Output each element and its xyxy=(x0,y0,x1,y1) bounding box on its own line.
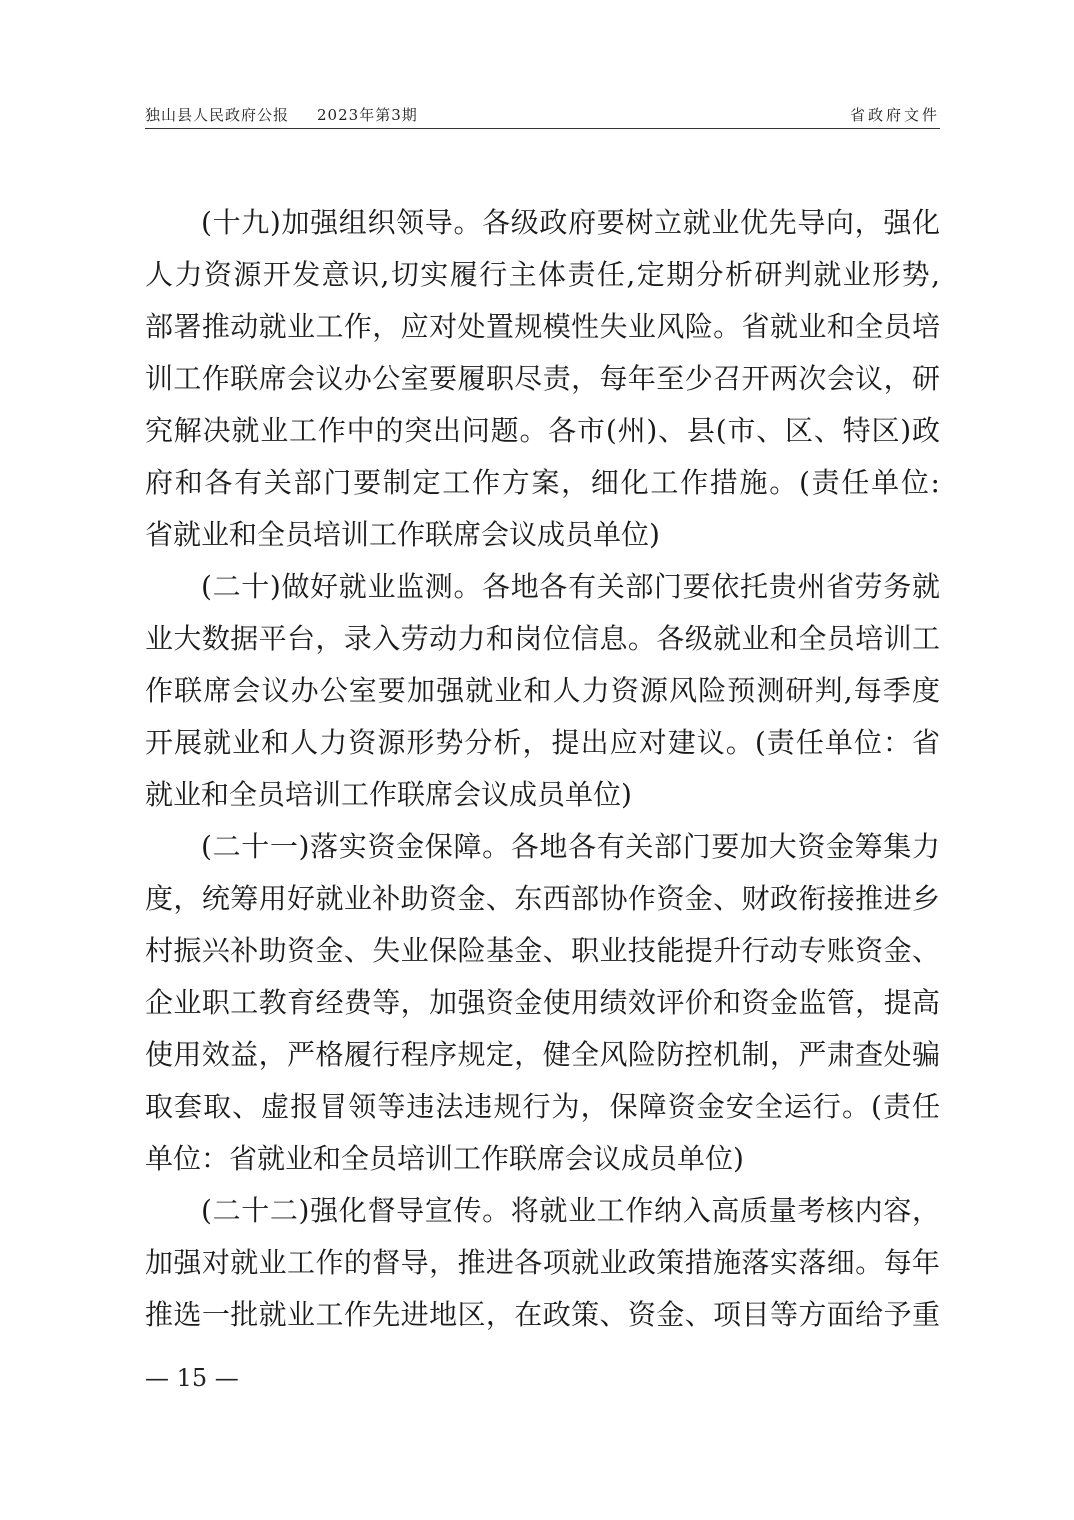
text-line: 就业和全员培训工作联席会议成员单位) xyxy=(145,778,632,811)
header-left xyxy=(145,104,446,125)
text-line: (二十)做好就业监测。各地各有关部门要依托贵州省劳务就 xyxy=(201,570,940,603)
text-line: 取套取、虚报冒领等违法违规行为，保障资金安全运行。(责任 xyxy=(145,1090,940,1123)
text-line: 使用效益，严格履行程序规定，健全风险防控机制，严肃查处骗 xyxy=(145,1038,940,1071)
text-line: 企业职工教育经费等，加强资金使用绩效评价和资金监管，提高 xyxy=(145,986,940,1019)
text-line: 推选一批就业工作先进地区，在政策、资金、项目等方面给予重 xyxy=(145,1298,940,1331)
text-line: 加强对就业工作的督导，推进各项就业政策措施落实落细。每年 xyxy=(145,1246,940,1279)
page-number: — 15 — xyxy=(145,1364,239,1392)
publication-name: 独山县人民政府公报 xyxy=(145,106,290,124)
text-line: 部署推动就业工作，应对处置规模性失业风险。省就业和全员培 xyxy=(145,310,940,343)
section-label: 省政府文件 xyxy=(849,106,940,124)
text-line: 府和各有关部门要制定工作方案，细化工作措施。(责任单位: xyxy=(145,466,940,499)
text-line: 度，统筹用好就业补助资金、东西部协作资金、财政衔接推进乡 xyxy=(145,882,940,915)
text-line: 开展就业和人力资源形势分析，提出应对建议。(责任单位：省 xyxy=(145,726,940,759)
text-line: (二十二)强化督导宣传。将就业工作纳入高质量考核内容， xyxy=(201,1194,940,1227)
text-line: 训工作联席会议办公室要履职尽责，每年至少召开两次会议，研 xyxy=(145,362,940,395)
header-rule xyxy=(145,128,940,129)
text-line: (二十一)落实资金保障。各地各有关部门要加大资金筹集力 xyxy=(201,830,940,863)
text-line: (十九)加强组织领导。各级政府要树立就业优先导向，强化 xyxy=(201,206,940,239)
running-header xyxy=(145,104,940,126)
document-body xyxy=(145,197,940,1341)
issue-label: 2023年第3期 xyxy=(317,106,418,124)
text-line: 究解决就业工作中的突出问题。各市(州)、县(市、区、特区)政 xyxy=(145,414,940,447)
text-line: 省就业和全员培训工作联席会议成员单位) xyxy=(145,518,660,551)
text-line: 村振兴补助资金、失业保险基金、职业技能提升行动专账资金、 xyxy=(145,934,940,967)
paragraph-20 xyxy=(145,561,940,821)
text-line: 人力资源开发意识,切实履行主体责任,定期分析研判就业形势, xyxy=(145,258,940,291)
paragraph-21 xyxy=(145,821,940,1185)
paragraph-22 xyxy=(145,1185,940,1341)
text-line: 作联席会议办公室要加强就业和人力资源风险预测研判,每季度 xyxy=(145,674,940,707)
text-line: 单位：省就业和全员培训工作联席会议成员单位) xyxy=(145,1142,744,1175)
paragraph-19 xyxy=(145,197,940,561)
text-line: 业大数据平台，录入劳动力和岗位信息。各级就业和全员培训工 xyxy=(145,622,940,655)
